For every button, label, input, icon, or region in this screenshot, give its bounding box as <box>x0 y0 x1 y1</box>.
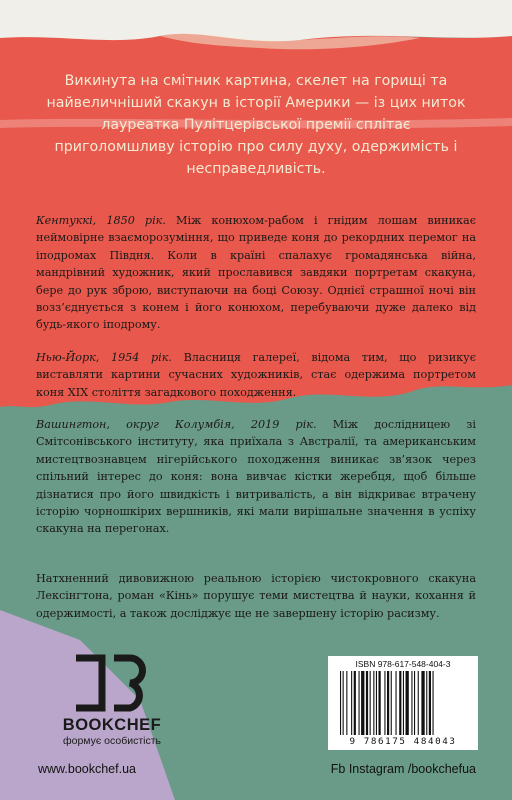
ean-digits: 9 786175 484043 <box>349 736 457 747</box>
barcode-block <box>328 656 478 750</box>
lead-summary: Викинута на смітник картина, скелет на горищі та найвеличніший скакун в історії Америки — із цих ниток лауреатка Пулітцерівської премії сплітає приголомшливу історію про силу духу, одержимість і несправедливість. <box>46 73 466 177</box>
section-conclusion <box>36 570 476 622</box>
section-text: Власниця галереї, відома тим, що ризикує виставляти картини сучасних художників, стає одержима портретом коня XIX століття загадкового походження. <box>36 351 476 399</box>
publisher-social[interactable]: Fb Instagram /bookchefua <box>330 762 476 776</box>
section-place: Нью-Йорк, 1954 рік. <box>36 351 172 364</box>
section-text: Між конюхом-рабом і гнідим лошам виникає неймовірне взаєморозуміння, що приведе коня до рекордних перемог на іподромах Півдня. Коли в країні спалахує громадянська війна, мандрівний художник, який прославився завдяки портретам скакуна, бере до рук зброю, виступаючи на боці Союзу. Однієї страшної ночі він возз’єднується з конем і його конюхом, перебуваючи дуже далеко від будь-якого іподрому. <box>36 214 476 332</box>
publisher-website[interactable]: www.bookchef.ua <box>38 762 136 776</box>
section-place: Вашингтон, округ Колумбія, 2019 рік. <box>36 418 317 431</box>
section-washington <box>36 416 476 538</box>
section-kentucky <box>36 212 476 334</box>
section-new-york <box>36 349 476 401</box>
section-text: Між дослідницею зі Смітсонівського інституту, яка приїхала з Австралії, та американським мистецтвознавцем нігерійського походження виникає зв’язок через спільний інтерес до коня: вона вивчає кістки жеребця, щоб більше дізнатися про його швидкість і витривалість, а він відкриває втрачену історію чорношкірих вершників, які мали вирішальне значення в успіху скакуна на перегонах. <box>36 418 476 536</box>
bookchef-logo-icon <box>72 654 150 712</box>
publisher-name: BOOKCHEF <box>62 716 162 734</box>
section-text: Натхненний дивовижною реальною історією чистокровного скакуна Лексінгтона, роман «Кінь» порушує теми мистецтва й науки, кохання й одержимості, а також досліджує ще не завершену історію расизму. <box>36 572 476 620</box>
isbn-number: ISBN 978-617-548-404-3 <box>355 659 451 669</box>
barcode-icon <box>338 671 468 735</box>
publisher-tagline: формує особистість <box>62 735 162 747</box>
section-place: Кентуккі, 1850 рік. <box>36 214 166 227</box>
